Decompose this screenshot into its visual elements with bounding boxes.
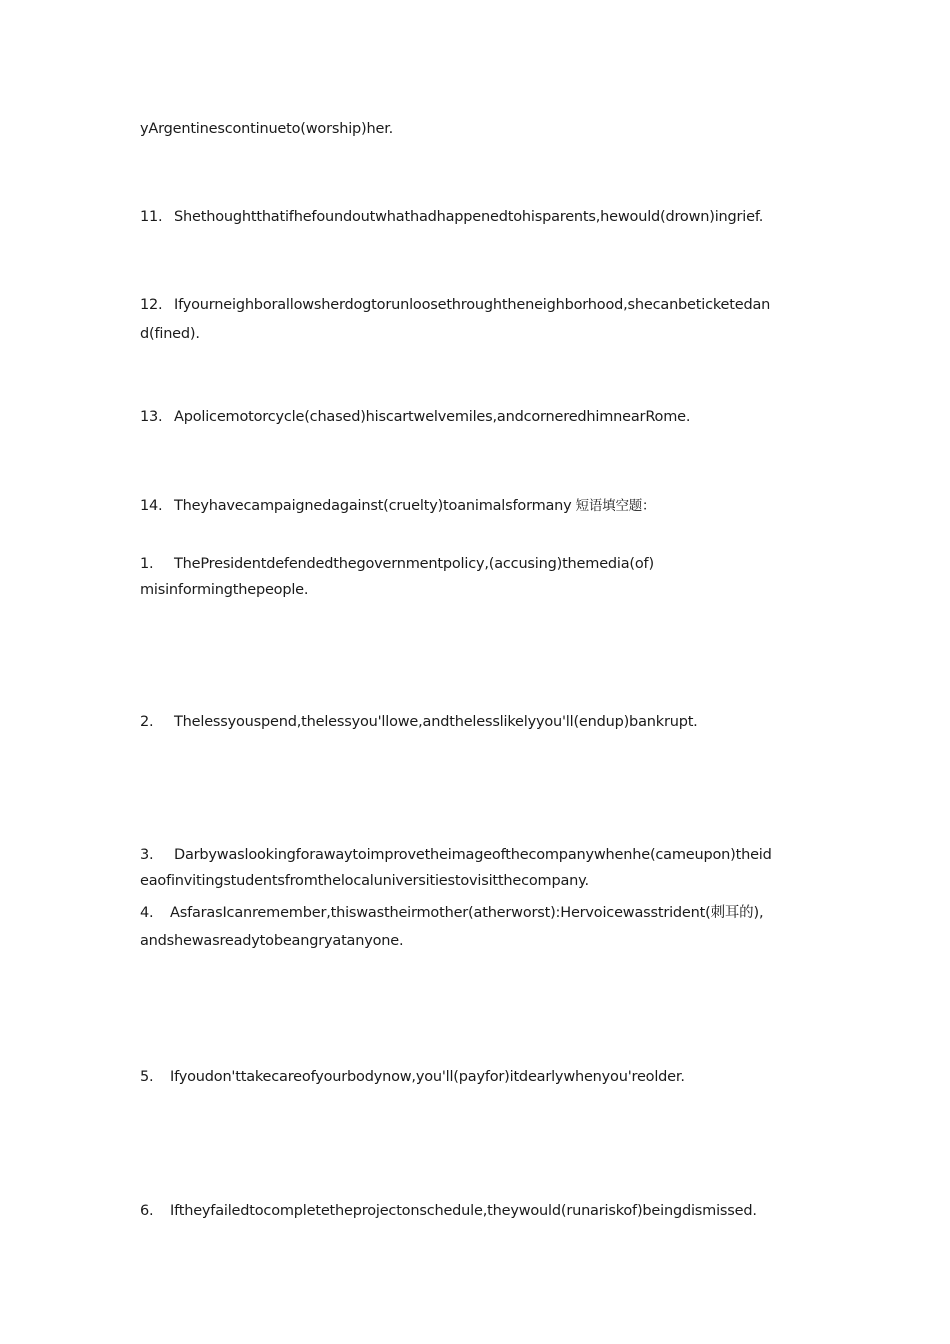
- item-number: 14.: [140, 498, 163, 514]
- sentence-14: 14. Theyhavecampaignedagainst(cruelty)toanimalsformany 短语填空题：: [140, 493, 810, 519]
- section-heading: 短语填空题：: [575, 498, 656, 514]
- phrase-item-4: 4. AsfarasIcanremember,thiswastheirmother(atherworst):Hervoicewasstrident(刺耳的), andshewasreadytobeangryatanyone.: [140, 900, 810, 954]
- item-number: 4.: [140, 905, 154, 921]
- phrase-item-6: 6. Iftheyfailedtocompletetheprojectonschedule,theywould(runariskof)beingdismissed.: [140, 1198, 810, 1224]
- phrase-item-3: 3. Darbywaslookingforawaytoimprovetheimageofthecompanywhenhe(cameupon)theid eaofinvitingstudentsfromthelocaluniversitiestovisitthecompany.: [140, 842, 810, 894]
- item-number: 5.: [140, 1069, 154, 1085]
- sentence-13: 13. Apolicemotorcycle(chased)hiscartwelvemiles,andcorneredhimnearRome.: [140, 404, 810, 430]
- item-number: 6.: [140, 1203, 154, 1219]
- item-number: 1.: [140, 556, 154, 572]
- phrase-item-1: 1. ThePresidentdefendedthegovernmentpolicy,(accusing)themedia(of) misinformingthepeople.: [140, 551, 810, 603]
- item-number: 2.: [140, 714, 154, 730]
- phrase-item-5: 5. Ifyoudon'ttakecareofyourbodynow,you'll(payfor)itdearlywhenyou'reolder.: [140, 1064, 810, 1090]
- sentence-11: 11. Shethoughtthatifhefoundoutwhathadhappenedtohisparents,hewould(drown)ingrief.: [140, 204, 810, 230]
- sentence-12: 12. Ifyourneighborallowsherdogtorunloosethroughtheneighborhood,shecanbeticketedan d(fined).: [140, 292, 810, 347]
- item-number: 3.: [140, 847, 154, 863]
- item-number: 13.: [140, 409, 163, 425]
- phrase-item-2: 2. Thelessyouspend,thelessyou'llowe,andthelesslikelyyou'll(endup)bankrupt.: [140, 709, 810, 735]
- item-number: 11.: [140, 209, 163, 225]
- item-number: 12.: [140, 297, 163, 313]
- text-line-continuation: yArgentinescontinueto(worship)her.: [140, 121, 394, 137]
